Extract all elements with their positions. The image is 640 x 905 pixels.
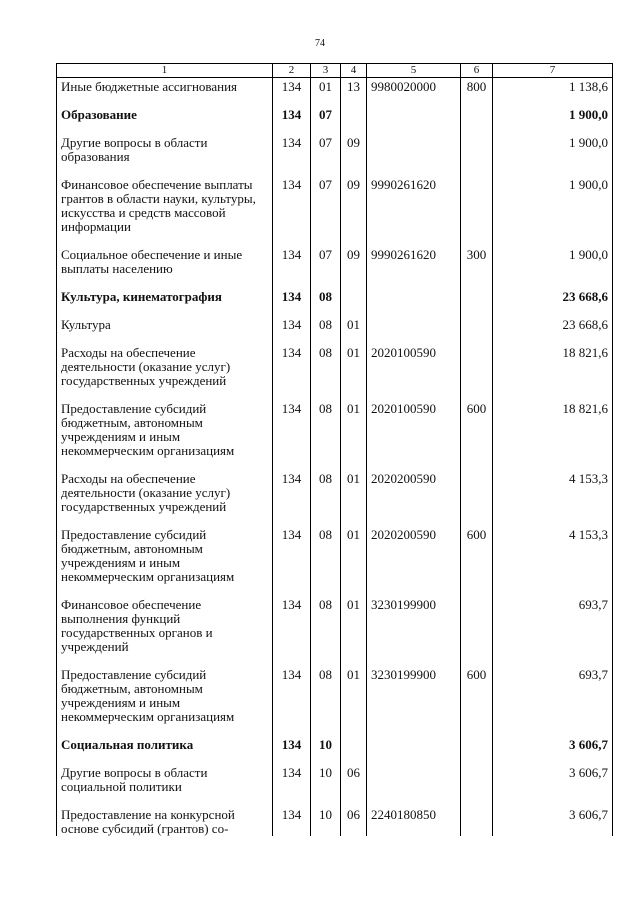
spacer-cell <box>341 234 367 246</box>
spacer-cell <box>493 164 613 176</box>
table-row <box>57 596 613 654</box>
spacer-cell <box>341 122 367 134</box>
spacer-cell <box>273 94 311 106</box>
spacer-cell <box>367 752 461 764</box>
item-name-cell: Предоставление субсидий бюджетным, автономным учреждениям и иным некоммерческим организациям <box>57 400 273 458</box>
target-article-cell: 2020100590 <box>367 400 461 458</box>
subsection-cell: 01 <box>341 470 367 514</box>
table-row <box>57 806 613 836</box>
spacer-cell <box>311 724 341 736</box>
spacer-cell <box>367 458 461 470</box>
code-cell: 134 <box>273 806 311 836</box>
table-row <box>57 176 613 234</box>
spacer-cell <box>273 234 311 246</box>
section-cell: 07 <box>311 106 341 122</box>
code-cell: 134 <box>273 400 311 458</box>
section-cell: 08 <box>311 316 341 332</box>
target-article-cell <box>367 106 461 122</box>
spacer-cell <box>461 458 493 470</box>
code-cell: 134 <box>273 344 311 388</box>
spacer-cell <box>57 794 273 806</box>
subsection-cell <box>341 106 367 122</box>
spacer-cell <box>461 584 493 596</box>
row-spacer <box>57 752 613 764</box>
amount-cell: 1 138,6 <box>493 78 613 95</box>
code-cell: 134 <box>273 134 311 164</box>
expense-type-cell <box>461 134 493 164</box>
row-spacer <box>57 654 613 666</box>
spacer-cell <box>311 332 341 344</box>
spacer-cell <box>493 654 613 666</box>
expense-type-cell: 300 <box>461 246 493 276</box>
spacer-cell <box>367 514 461 526</box>
spacer-cell <box>367 122 461 134</box>
section-cell: 08 <box>311 596 341 654</box>
target-article-cell: 9990261620 <box>367 246 461 276</box>
spacer-cell <box>341 584 367 596</box>
expense-type-cell <box>461 316 493 332</box>
spacer-cell <box>461 234 493 246</box>
spacer-cell <box>57 458 273 470</box>
spacer-cell <box>367 234 461 246</box>
spacer-cell <box>341 164 367 176</box>
spacer-cell <box>493 388 613 400</box>
amount-cell: 1 900,0 <box>493 176 613 234</box>
table-row <box>57 288 613 304</box>
row-spacer <box>57 724 613 736</box>
section-cell: 10 <box>311 764 341 794</box>
spacer-cell <box>367 388 461 400</box>
row-spacer <box>57 122 613 134</box>
row-spacer <box>57 332 613 344</box>
subsection-cell: 09 <box>341 134 367 164</box>
spacer-cell <box>341 724 367 736</box>
section-cell: 08 <box>311 288 341 304</box>
item-name-cell: Предоставление на конкурсной основе субсидий (грантов) со- <box>57 806 273 836</box>
spacer-cell <box>273 458 311 470</box>
spacer-cell <box>57 752 273 764</box>
item-name-cell: Финансовое обеспечение выполнения функций государственных органов и учреждений <box>57 596 273 654</box>
spacer-cell <box>311 164 341 176</box>
spacer-cell <box>341 94 367 106</box>
spacer-cell <box>461 164 493 176</box>
table-row <box>57 246 613 276</box>
expense-type-cell <box>461 596 493 654</box>
row-spacer <box>57 234 613 246</box>
expense-type-cell <box>461 470 493 514</box>
section-cell: 10 <box>311 736 341 752</box>
spacer-cell <box>461 724 493 736</box>
spacer-cell <box>311 752 341 764</box>
target-article-cell <box>367 134 461 164</box>
spacer-cell <box>367 724 461 736</box>
amount-cell: 1 900,0 <box>493 106 613 122</box>
spacer-cell <box>341 458 367 470</box>
amount-cell: 18 821,6 <box>493 400 613 458</box>
spacer-cell <box>273 654 311 666</box>
spacer-cell <box>461 332 493 344</box>
spacer-cell <box>493 724 613 736</box>
spacer-cell <box>461 304 493 316</box>
target-article-cell: 2020200590 <box>367 470 461 514</box>
spacer-cell <box>311 514 341 526</box>
table-row <box>57 764 613 794</box>
section-cell: 08 <box>311 666 341 724</box>
spacer-cell <box>367 654 461 666</box>
spacer-cell <box>273 276 311 288</box>
subsection-cell: 01 <box>341 400 367 458</box>
item-name-cell: Предоставление субсидий бюджетным, автономным учреждениям и иным некоммерческим организациям <box>57 526 273 584</box>
amount-cell: 3 606,7 <box>493 736 613 752</box>
spacer-cell <box>493 94 613 106</box>
target-article-cell: 2020200590 <box>367 526 461 584</box>
amount-cell: 18 821,6 <box>493 344 613 388</box>
spacer-cell <box>57 164 273 176</box>
spacer-cell <box>273 388 311 400</box>
row-spacer <box>57 164 613 176</box>
budget-table <box>56 63 613 836</box>
spacer-cell <box>311 94 341 106</box>
spacer-cell <box>461 122 493 134</box>
spacer-cell <box>311 584 341 596</box>
subsection-cell: 01 <box>341 344 367 388</box>
code-cell: 134 <box>273 596 311 654</box>
code-cell: 134 <box>273 246 311 276</box>
spacer-cell <box>367 794 461 806</box>
subsection-cell: 01 <box>341 596 367 654</box>
expense-type-cell <box>461 736 493 752</box>
row-spacer <box>57 514 613 526</box>
item-name-cell: Расходы на обеспечение деятельности (оказание услуг) государственных учреждений <box>57 344 273 388</box>
column-header: 4 <box>341 64 367 78</box>
spacer-cell <box>273 164 311 176</box>
row-spacer <box>57 458 613 470</box>
spacer-cell <box>311 234 341 246</box>
spacer-cell <box>493 332 613 344</box>
spacer-cell <box>367 332 461 344</box>
spacer-cell <box>493 234 613 246</box>
amount-cell: 3 606,7 <box>493 806 613 836</box>
amount-cell: 693,7 <box>493 596 613 654</box>
spacer-cell <box>493 122 613 134</box>
table-row <box>57 470 613 514</box>
table-row <box>57 526 613 584</box>
page-number: 74 <box>315 38 325 49</box>
expense-type-cell: 600 <box>461 400 493 458</box>
row-spacer <box>57 794 613 806</box>
spacer-cell <box>273 724 311 736</box>
spacer-cell <box>461 94 493 106</box>
column-header: 7 <box>493 64 613 78</box>
target-article-cell: 9990261620 <box>367 176 461 234</box>
target-article-cell <box>367 764 461 794</box>
code-cell: 134 <box>273 764 311 794</box>
spacer-cell <box>57 724 273 736</box>
spacer-cell <box>311 458 341 470</box>
amount-cell: 693,7 <box>493 666 613 724</box>
expense-type-cell <box>461 806 493 836</box>
spacer-cell <box>367 304 461 316</box>
spacer-cell <box>311 388 341 400</box>
spacer-cell <box>461 752 493 764</box>
table-header-row <box>57 64 613 78</box>
spacer-cell <box>341 654 367 666</box>
item-name-cell: Социальное обеспечение и иные выплаты населению <box>57 246 273 276</box>
expense-type-cell <box>461 176 493 234</box>
target-article-cell: 3230199900 <box>367 666 461 724</box>
spacer-cell <box>341 752 367 764</box>
section-cell: 08 <box>311 470 341 514</box>
spacer-cell <box>341 332 367 344</box>
spacer-cell <box>461 388 493 400</box>
item-name-cell: Культура, кинематография <box>57 288 273 304</box>
spacer-cell <box>57 94 273 106</box>
target-article-cell: 2020100590 <box>367 344 461 388</box>
code-cell: 134 <box>273 470 311 514</box>
item-name-cell: Предоставление субсидий бюджетным, автономным учреждениям и иным некоммерческим организациям <box>57 666 273 724</box>
row-spacer <box>57 304 613 316</box>
item-name-cell: Финансовое обеспечение выплаты грантов в области науки, культуры, искусства и средств массовой информации <box>57 176 273 234</box>
spacer-cell <box>311 654 341 666</box>
subsection-cell: 01 <box>341 666 367 724</box>
spacer-cell <box>493 514 613 526</box>
spacer-cell <box>493 794 613 806</box>
amount-cell: 23 668,6 <box>493 316 613 332</box>
amount-cell: 23 668,6 <box>493 288 613 304</box>
spacer-cell <box>273 584 311 596</box>
spacer-cell <box>493 458 613 470</box>
spacer-cell <box>461 794 493 806</box>
spacer-cell <box>57 332 273 344</box>
spacer-cell <box>341 794 367 806</box>
spacer-cell <box>493 304 613 316</box>
target-article-cell: 2240180850 <box>367 806 461 836</box>
table-row <box>57 736 613 752</box>
spacer-cell <box>341 514 367 526</box>
spacer-cell <box>461 276 493 288</box>
code-cell: 134 <box>273 288 311 304</box>
spacer-cell <box>311 122 341 134</box>
subsection-cell <box>341 736 367 752</box>
target-article-cell <box>367 736 461 752</box>
expense-type-cell <box>461 344 493 388</box>
spacer-cell <box>273 332 311 344</box>
item-name-cell: Расходы на обеспечение деятельности (оказание услуг) государственных учреждений <box>57 470 273 514</box>
spacer-cell <box>367 276 461 288</box>
spacer-cell <box>341 276 367 288</box>
table-row <box>57 344 613 388</box>
code-cell: 134 <box>273 736 311 752</box>
spacer-cell <box>273 122 311 134</box>
spacer-cell <box>57 304 273 316</box>
table-row <box>57 666 613 724</box>
amount-cell: 4 153,3 <box>493 526 613 584</box>
code-cell: 134 <box>273 106 311 122</box>
item-name-cell: Другие вопросы в области образования <box>57 134 273 164</box>
subsection-cell: 09 <box>341 176 367 234</box>
expense-type-cell <box>461 106 493 122</box>
table-body <box>57 78 613 837</box>
amount-cell: 1 900,0 <box>493 246 613 276</box>
row-spacer <box>57 388 613 400</box>
item-name-cell: Образование <box>57 106 273 122</box>
spacer-cell <box>311 276 341 288</box>
section-cell: 07 <box>311 134 341 164</box>
section-cell: 08 <box>311 400 341 458</box>
section-cell: 08 <box>311 526 341 584</box>
spacer-cell <box>273 304 311 316</box>
spacer-cell <box>311 794 341 806</box>
spacer-cell <box>57 388 273 400</box>
item-name-cell: Культура <box>57 316 273 332</box>
section-cell: 10 <box>311 806 341 836</box>
spacer-cell <box>57 584 273 596</box>
row-spacer <box>57 584 613 596</box>
table-row <box>57 106 613 122</box>
spacer-cell <box>367 164 461 176</box>
spacer-cell <box>57 654 273 666</box>
spacer-cell <box>461 514 493 526</box>
code-cell: 134 <box>273 526 311 584</box>
amount-cell: 3 606,7 <box>493 764 613 794</box>
row-spacer <box>57 94 613 106</box>
spacer-cell <box>273 514 311 526</box>
spacer-cell <box>493 584 613 596</box>
item-name-cell: Социальная политика <box>57 736 273 752</box>
section-cell: 08 <box>311 344 341 388</box>
spacer-cell <box>273 752 311 764</box>
column-header: 3 <box>311 64 341 78</box>
section-cell: 01 <box>311 78 341 95</box>
subsection-cell <box>341 288 367 304</box>
column-header: 1 <box>57 64 273 78</box>
spacer-cell <box>493 276 613 288</box>
subsection-cell: 01 <box>341 316 367 332</box>
expense-type-cell: 600 <box>461 666 493 724</box>
column-header: 5 <box>367 64 461 78</box>
target-article-cell <box>367 316 461 332</box>
spacer-cell <box>57 122 273 134</box>
spacer-cell <box>273 794 311 806</box>
amount-cell: 1 900,0 <box>493 134 613 164</box>
subsection-cell: 06 <box>341 806 367 836</box>
code-cell: 134 <box>273 176 311 234</box>
expense-type-cell <box>461 764 493 794</box>
expense-type-cell: 600 <box>461 526 493 584</box>
code-cell: 134 <box>273 666 311 724</box>
spacer-cell <box>367 584 461 596</box>
subsection-cell: 06 <box>341 764 367 794</box>
target-article-cell: 3230199900 <box>367 596 461 654</box>
section-cell: 07 <box>311 176 341 234</box>
code-cell: 134 <box>273 316 311 332</box>
item-name-cell: Иные бюджетные ассигнования <box>57 78 273 95</box>
column-header: 6 <box>461 64 493 78</box>
expense-type-cell <box>461 288 493 304</box>
column-header: 2 <box>273 64 311 78</box>
section-cell: 07 <box>311 246 341 276</box>
expense-type-cell: 800 <box>461 78 493 95</box>
row-spacer <box>57 276 613 288</box>
spacer-cell <box>57 276 273 288</box>
spacer-cell <box>367 94 461 106</box>
table-row <box>57 316 613 332</box>
subsection-cell: 09 <box>341 246 367 276</box>
item-name-cell: Другие вопросы в области социальной политики <box>57 764 273 794</box>
subsection-cell: 13 <box>341 78 367 95</box>
spacer-cell <box>493 752 613 764</box>
spacer-cell <box>57 514 273 526</box>
spacer-cell <box>57 234 273 246</box>
spacer-cell <box>311 304 341 316</box>
amount-cell: 4 153,3 <box>493 470 613 514</box>
subsection-cell: 01 <box>341 526 367 584</box>
spacer-cell <box>461 654 493 666</box>
table-row <box>57 400 613 458</box>
code-cell: 134 <box>273 78 311 95</box>
spacer-cell <box>341 304 367 316</box>
table-row <box>57 134 613 164</box>
spacer-cell <box>341 388 367 400</box>
target-article-cell <box>367 288 461 304</box>
table-row <box>57 78 613 95</box>
target-article-cell: 9980020000 <box>367 78 461 95</box>
